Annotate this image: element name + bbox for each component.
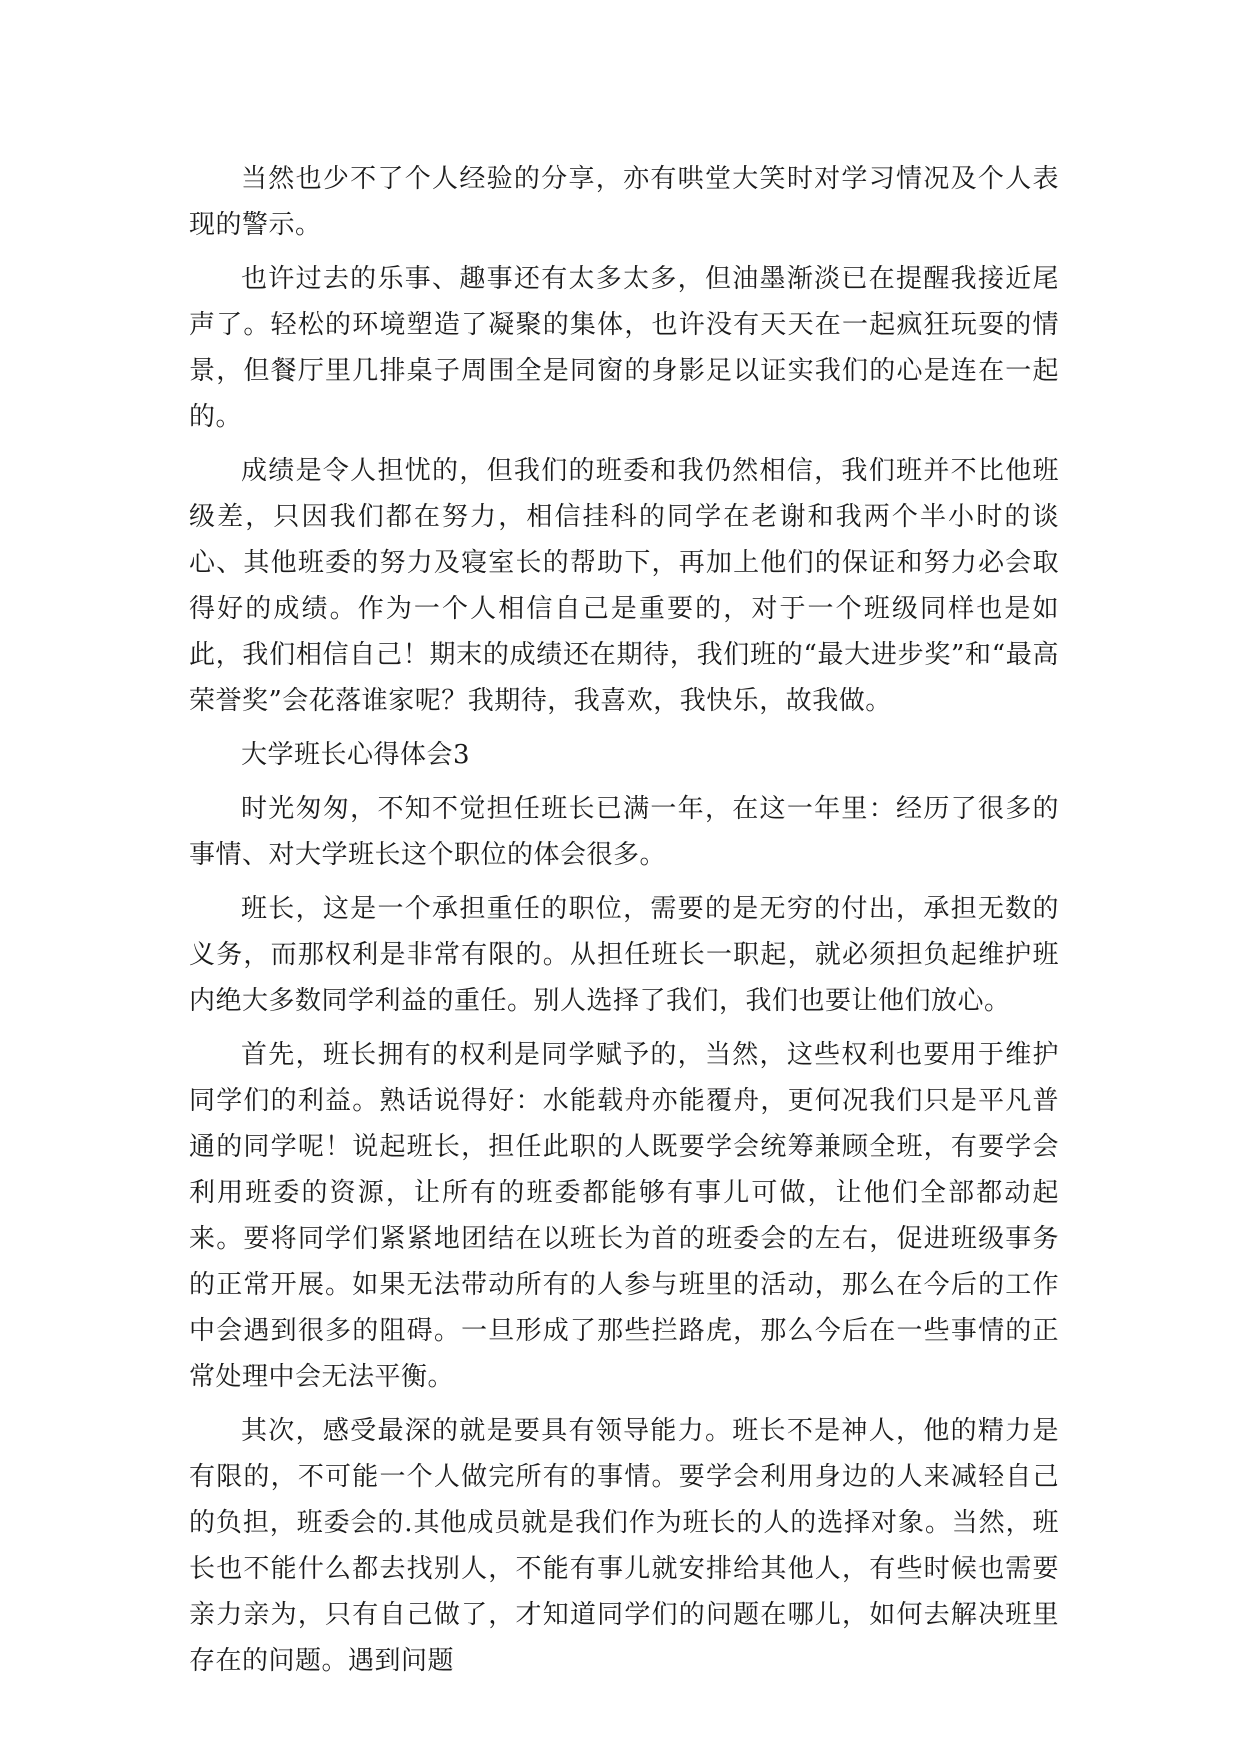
paragraph: 当然也少不了个人经验的分享，亦有哄堂大笑时对学习情况及个人表现的警示。 xyxy=(189,164,1059,240)
paragraph: 首先，班长拥有的权利是同学赋予的，当然，这些权利也要用于维护同学们的利益。熟话说得好：水能载舟亦能覆舟，更何况我们只是平凡普通的同学呢！说起班长，担任此职的人既要学会统筹兼顾全班，有要学会利用班委的资源，让所有的班委都能够有事儿可做，让他们全部都动起来。要将同学们紧紧地团结在以班长为首的班委会的左右，促进班级事务的正常开展。如果无法带动所有的人参与班里的活动，那么在今后的工作中会遇到很多的阻碍。一旦形成了那些拦路虎，那么今后在一些事情的正常处理中会无法平衡。 xyxy=(189,1040,1059,1392)
paragraph: 成绩是令人担忧的，但我们的班委和我仍然相信，我们班并不比他班级差，只因我们都在努力，相信挂科的同学在老谢和我两个半小时的谈心、其他班委的努力及寝室长的帮助下，再加上他们的保证和努力必会取得好的成绩。作为一个人相信自己是重要的，对于一个班级同样也是如此，我们相信自己！期末的成绩还在期待，我们班的“最大进步奖”和“最高荣誉奖”会花落谁家呢？我期待，我喜欢，我快乐，故我做。 xyxy=(189,456,1059,716)
paragraph: 也许过去的乐事、趣事还有太多太多，但油墨渐淡已在提醒我接近尾声了。轻松的环境塑造了凝聚的集体，也许没有天天在一起疯狂玩耍的情景，但餐厅里几排桌子周围全是同窗的身影足以证实我们的心是连在一起的。 xyxy=(189,264,1059,432)
paragraph: 其次，感受最深的就是要具有领导能力。班长不是神人，他的精力是有限的，不可能一个人做完所有的事情。要学会利用身边的人来减轻自己的负担，班委会的.其他成员就是我们作为班长的人的选择对象。当然，班长也不能什么都去找别人，不能有事儿就安排给其他人，有些时候也需要亲力亲为，只有自己做了，才知道同学们的问题在哪儿，如何去解决班里存在的问题。遇到问题 xyxy=(189,1416,1059,1676)
paragraph: 班长，这是一个承担重任的职位，需要的是无穷的付出，承担无数的义务，而那权利是非常有限的。从担任班长一职起，就必须担负起维护班内绝大多数同学利益的重任。别人选择了我们，我们也要让他们放心。 xyxy=(189,894,1059,1016)
paragraph: 时光匆匆，不知不觉担任班长已满一年，在这一年里：经历了很多的事情、对大学班长这个职位的体会很多。 xyxy=(189,794,1059,870)
section-heading: 大学班长心得体会3 xyxy=(241,740,471,770)
document-body xyxy=(189,156,1059,1692)
